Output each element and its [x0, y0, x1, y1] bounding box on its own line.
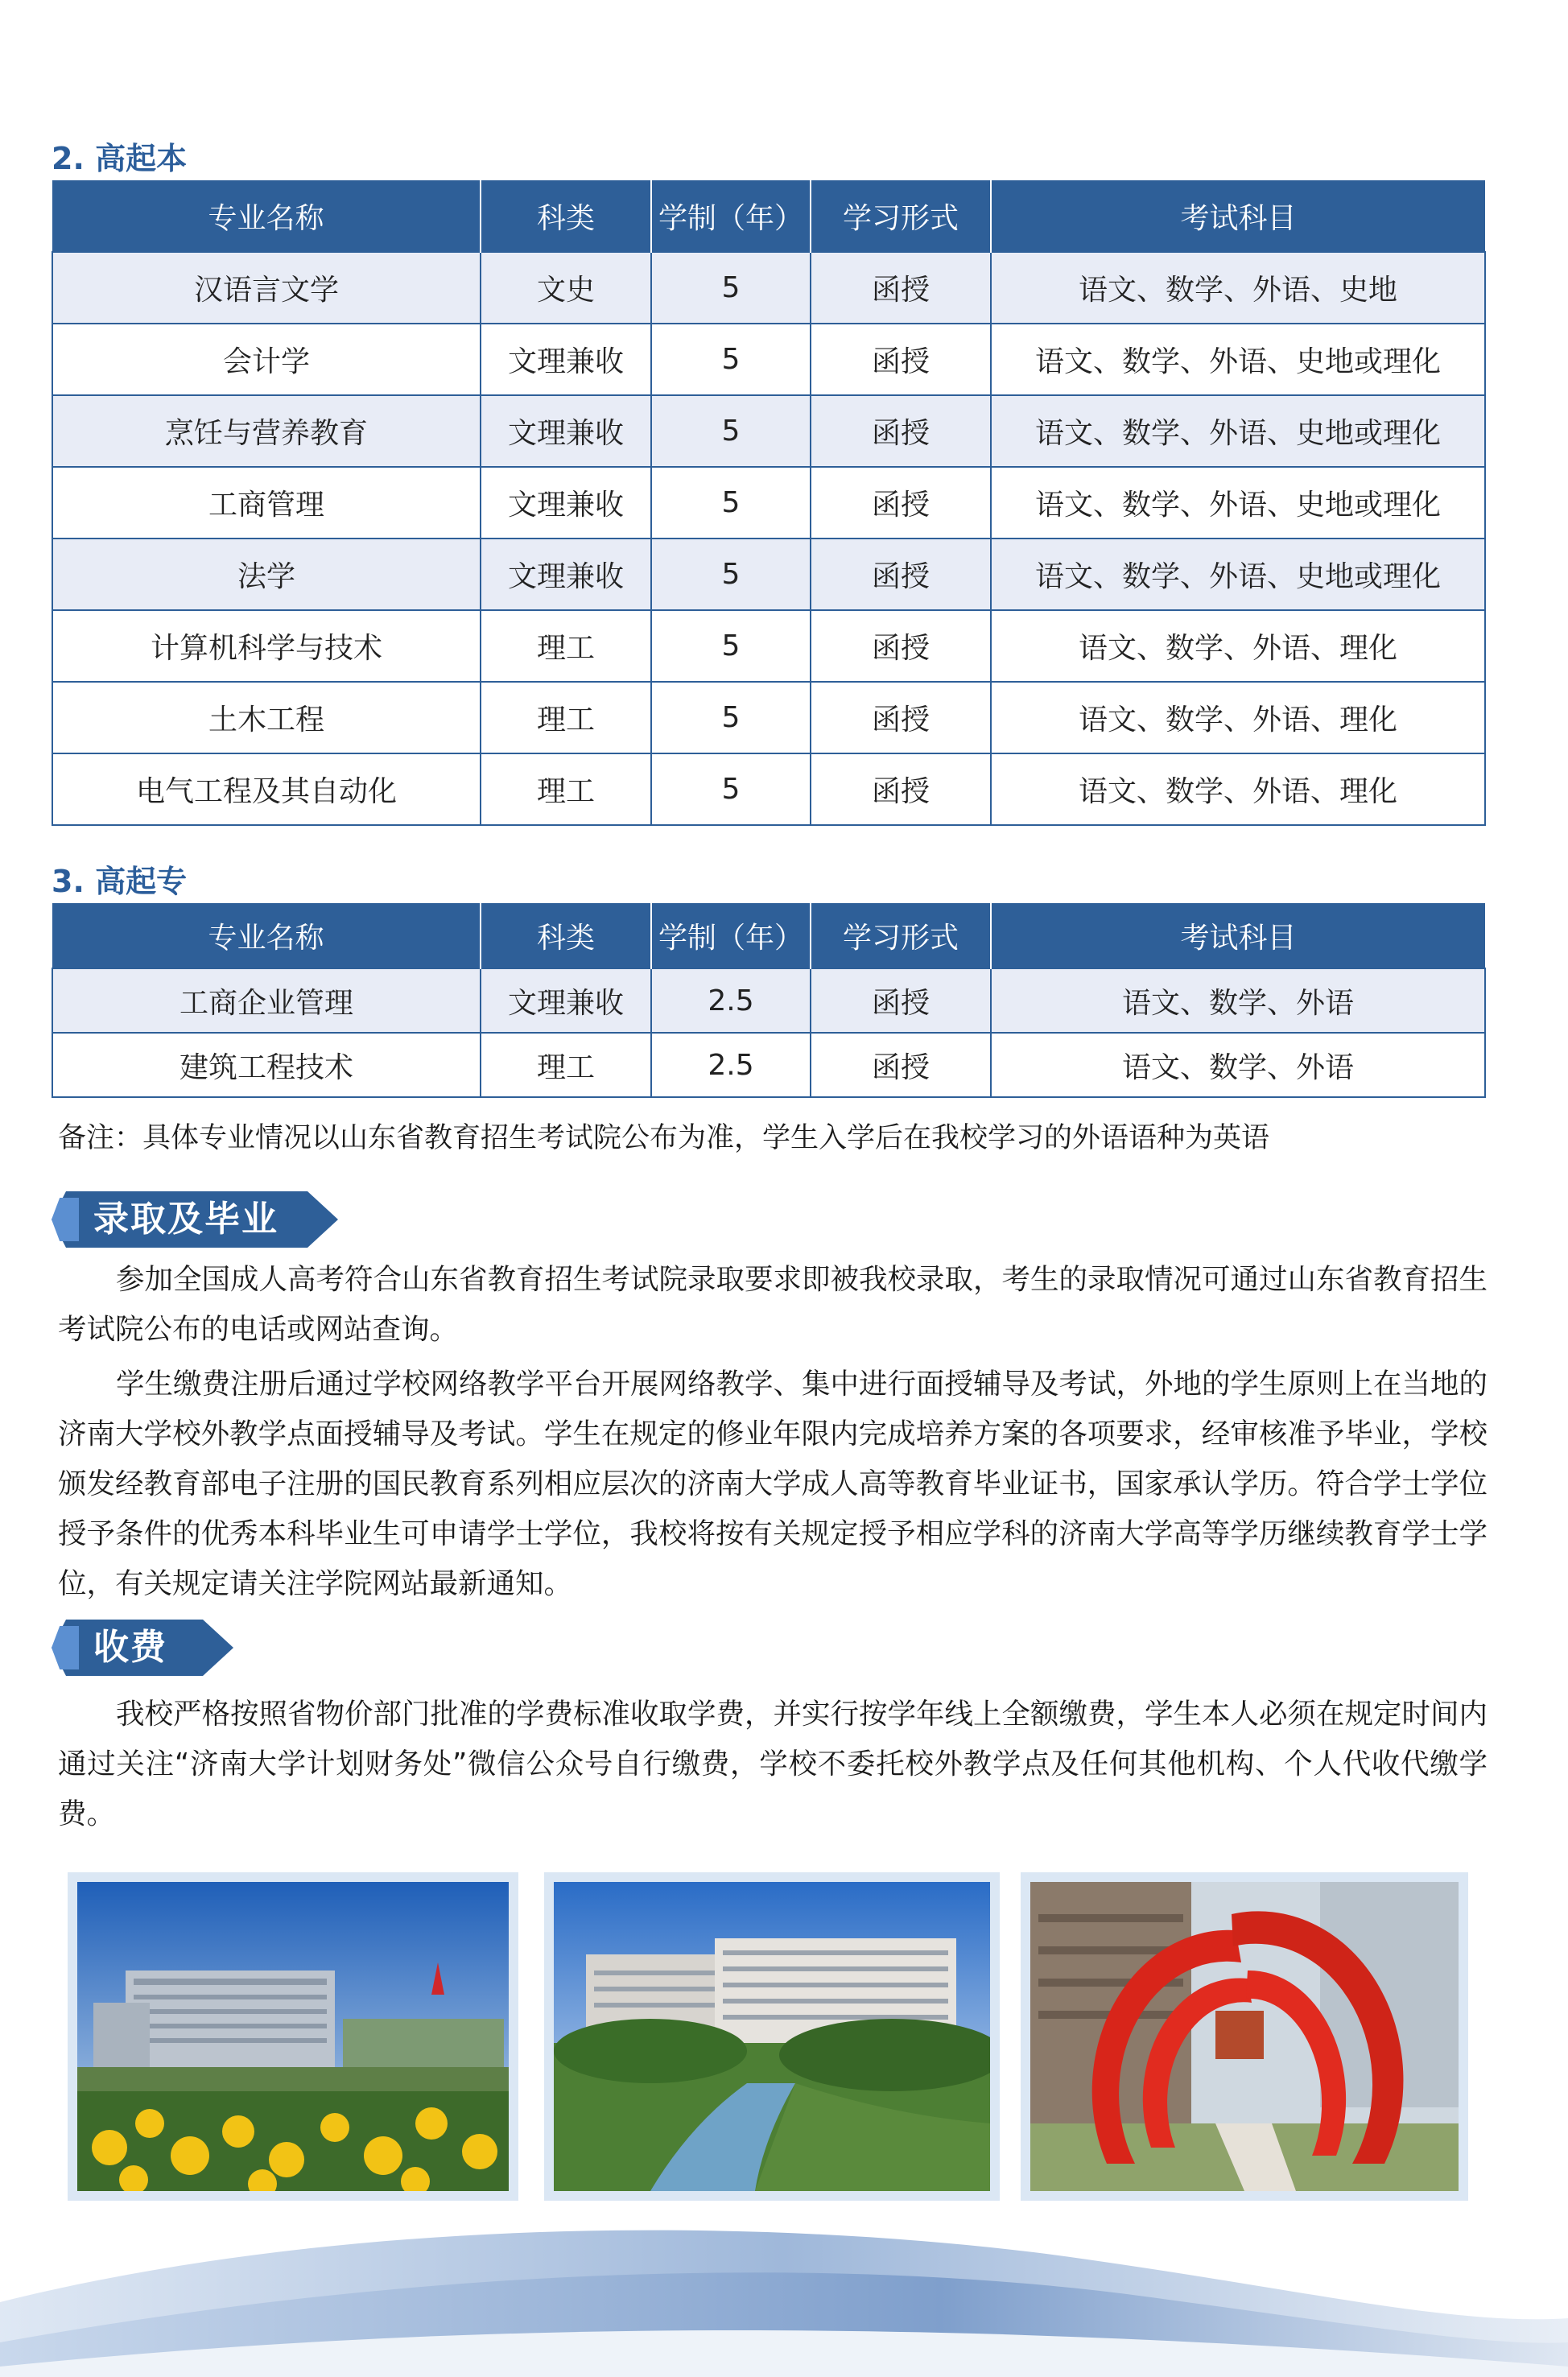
table-cell: 语文、数学、外语、理化: [991, 753, 1485, 825]
table-row: [52, 682, 1485, 753]
table-cell: 函授: [811, 395, 991, 467]
admission-paragraph-1: 参加全国成人高考符合山东省教育招生考试院录取要求即被我校录取，考生的录取情况可通过山东省教育招生考试院公布的电话或网站查询。: [58, 1263, 1488, 1346]
table-row: [52, 539, 1485, 610]
table-cell: 文理兼收: [481, 395, 651, 467]
table-cell: 5: [651, 324, 811, 395]
table-cell: 理工: [481, 610, 651, 682]
table-cell: 理工: [481, 1033, 651, 1097]
table-cell: 计算机科学与技术: [52, 610, 481, 682]
table-cell: 语文、数学、外语、史地或理化: [991, 395, 1485, 467]
table-cell: 语文、数学、外语、史地: [991, 252, 1485, 324]
table-cell: 建筑工程技术: [52, 1033, 481, 1097]
table-row: [52, 968, 1485, 1033]
remark-note: 备注：具体专业情况以山东省教育招生考试院公布为准，学生入学后在我校学习的外语语种为英语: [58, 1122, 1270, 1154]
table-gaoqiben: [52, 180, 1486, 826]
table-cell: 会计学: [52, 324, 481, 395]
table-cell: 5: [651, 252, 811, 324]
table-row: [52, 610, 1485, 682]
table-cell: 语文、数学、外语、理化: [991, 682, 1485, 753]
table-cell: 函授: [811, 682, 991, 753]
table-cell: 5: [651, 610, 811, 682]
hexagon-icon: [52, 1198, 79, 1241]
table-cell: 电气工程及其自动化: [52, 753, 481, 825]
fees-heading-banner: [52, 1620, 233, 1676]
table-cell: 函授: [811, 324, 991, 395]
admission-paragraph-2: 学生缴费注册后通过学校网络教学平台开展网络教学、集中进行面授辅导及考试，外地的学生原则上在当地的济南大学校外教学点面授辅导及考试。学生在规定的修业年限内完成培养方案的各项要求，经审核准予毕业，学校颁发经教育部电子注册的国民教育系列相应层次的济南大学成人高等教育毕业证书，国家承认学历。符合学士学位授予条件的优秀本科毕业生可申请学士学位，我校将按有关规定授予相应学科的济南大学高等学历继续教育学士学位，有关规定请关注学院网站最新通知。: [58, 1368, 1488, 1600]
table-header-row: [52, 903, 1485, 968]
table-cell: 语文、数学、外语、史地或理化: [991, 467, 1485, 539]
campus-photo-sculpture: [1021, 1872, 1468, 2201]
table-cell: 函授: [811, 968, 991, 1033]
campus-photo-building: [68, 1872, 518, 2201]
section-3-title: 3. 高起专: [52, 864, 188, 899]
decorative-wave: [0, 2206, 1568, 2377]
table-row: [52, 753, 1485, 825]
table-cell: 语文、数学、外语: [991, 1033, 1485, 1097]
table-cell: 工商企业管理: [52, 968, 481, 1033]
dormitory-canal-image: [554, 1882, 990, 2191]
col-header: 学习形式: [811, 903, 991, 968]
table-cell: 土木工程: [52, 682, 481, 753]
red-sculpture-image: [1030, 1882, 1459, 2191]
col-header: 专业名称: [52, 180, 481, 252]
table-cell: 文史: [481, 252, 651, 324]
col-header: 科类: [481, 180, 651, 252]
col-header: 考试科目: [991, 180, 1485, 252]
section-2-title: 2. 高起本: [52, 141, 188, 176]
table-cell: 5: [651, 753, 811, 825]
table-cell: 工商管理: [52, 467, 481, 539]
table-cell: 法学: [52, 539, 481, 610]
table-cell: 2.5: [651, 1033, 811, 1097]
table-cell: 5: [651, 467, 811, 539]
table-row: [52, 467, 1485, 539]
building-flowers-image: [77, 1882, 509, 2191]
table-row: [52, 395, 1485, 467]
table-cell: 函授: [811, 539, 991, 610]
table-row: [52, 324, 1485, 395]
fees-paragraph: 我校严格按照省物价部门批准的学费标准收取学费，并实行按学年线上全额缴费，学生本人必须在规定时间内通过关注“济南大学计划财务处”微信公众号自行缴费，学校不委托校外教学点及任何其他机构、个人代收代缴学费。: [58, 1698, 1488, 1830]
table-cell: 理工: [481, 753, 651, 825]
table-cell: 文理兼收: [481, 968, 651, 1033]
table-header-row: [52, 180, 1485, 252]
col-header: 专业名称: [52, 903, 481, 968]
table-cell: 函授: [811, 467, 991, 539]
table-cell: 5: [651, 539, 811, 610]
table-cell: 5: [651, 682, 811, 753]
admission-heading-banner: [52, 1191, 338, 1248]
table-cell: 2.5: [651, 968, 811, 1033]
table-row: [52, 252, 1485, 324]
table-cell: 文理兼收: [481, 324, 651, 395]
table-cell: 烹饪与营养教育: [52, 395, 481, 467]
table-gaoqizhuan: [52, 903, 1486, 1098]
table-cell: 语文、数学、外语、史地或理化: [991, 539, 1485, 610]
table-cell: 函授: [811, 753, 991, 825]
table-cell: 语文、数学、外语、理化: [991, 610, 1485, 682]
col-header: 学制（年）: [651, 903, 811, 968]
campus-photo-dormitory: [544, 1872, 1000, 2201]
col-header: 科类: [481, 903, 651, 968]
table-cell: 汉语言文学: [52, 252, 481, 324]
hexagon-icon: [52, 1626, 79, 1669]
table-cell: 函授: [811, 252, 991, 324]
table-cell: 5: [651, 395, 811, 467]
table-cell: 理工: [481, 682, 651, 753]
table-cell: 函授: [811, 610, 991, 682]
admission-heading: 录取及毕业: [93, 1199, 279, 1240]
table-cell: 函授: [811, 1033, 991, 1097]
table-cell: 语文、数学、外语: [991, 968, 1485, 1033]
col-header: 考试科目: [991, 903, 1485, 968]
table-cell: 文理兼收: [481, 539, 651, 610]
col-header: 学习形式: [811, 180, 991, 252]
table-cell: 文理兼收: [481, 467, 651, 539]
table-row: [52, 1033, 1485, 1097]
col-header: 学制（年）: [651, 180, 811, 252]
fees-heading: 收费: [93, 1627, 167, 1668]
table-cell: 语文、数学、外语、史地或理化: [991, 324, 1485, 395]
